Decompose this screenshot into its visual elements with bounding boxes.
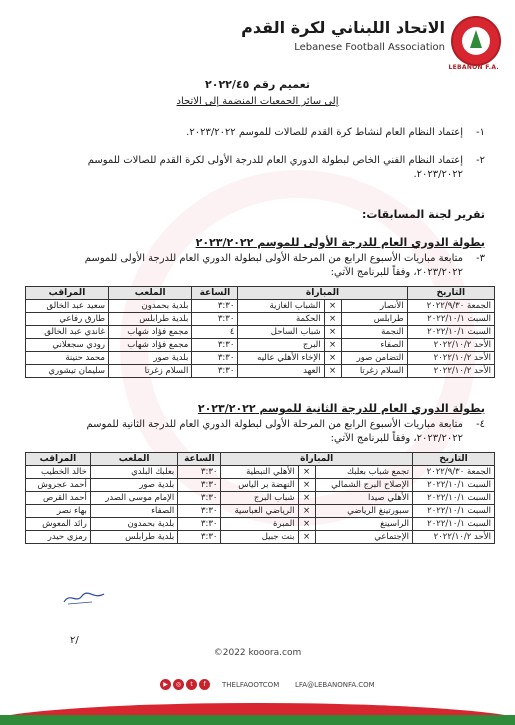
column-header: المباراة — [221, 453, 412, 466]
table-cell: ٣:٣٠ — [178, 531, 221, 544]
league1-intro — [45, 252, 485, 280]
table-cell: الأنصار — [341, 300, 407, 313]
table-row — [26, 365, 495, 378]
table-cell: بعلبك البلدي — [90, 466, 177, 479]
item-number: ٤- — [476, 419, 485, 430]
table-cell: ٣:٣٠ — [192, 352, 238, 365]
table-row — [26, 352, 495, 365]
table-cell: السبت ٢٠٢٢/١٠/١ — [412, 479, 494, 492]
table-row — [26, 339, 495, 352]
table-row — [26, 300, 495, 313]
table-cell: السلام زغرتا — [108, 365, 191, 378]
circular-recipients: إلى سائر الجمعيات المنضمة إلى الاتحاد — [176, 96, 339, 107]
item-number: ٣- — [476, 253, 485, 264]
column-header: المباراة — [238, 287, 407, 300]
table-cell: أحمد عجروش — [26, 479, 91, 492]
table-cell: بهاء نصر — [26, 505, 91, 518]
column-header: الملعب — [108, 287, 191, 300]
table-cell: الأحد ٢٠٢٢/١٠/٢ — [412, 531, 494, 544]
footer-handle[interactable]: THELFAOOTCOM — [222, 681, 280, 689]
table-cell: السبت ٢٠٢٢/١٠/١ — [412, 505, 494, 518]
table-cell: سعيد عبد الخالق — [26, 300, 109, 313]
table-cell: الصفاء — [90, 505, 177, 518]
table-cell: رمزي حيدر — [26, 531, 91, 544]
league1-fixtures-table — [25, 286, 495, 378]
table-cell: الأحد ٢٠٢٢/١٠/٢ — [407, 365, 494, 378]
table-cell: × — [298, 531, 315, 544]
table-cell: بلدية بحمدون — [90, 518, 177, 531]
social-icons — [160, 679, 212, 690]
table-cell: سليمان تيشوري — [26, 365, 109, 378]
table-cell: الإجتماعي — [315, 531, 412, 544]
table-cell: خالد الخطيب — [26, 466, 91, 479]
table-row — [26, 531, 495, 544]
bottom-decoration — [0, 695, 515, 725]
table-cell: × — [324, 339, 341, 352]
table-cell: المبرة — [221, 518, 298, 531]
table-cell: رائد المعوش — [26, 518, 91, 531]
circular-title: تعميم رقم ٢٠٢٢/٤٥ — [205, 78, 310, 91]
league2-fixtures-table — [25, 452, 495, 544]
table-cell: شباب الساحل — [238, 326, 324, 339]
table-cell: الأحد ٢٠٢٢/١٠/٢ — [407, 339, 494, 352]
report-title: تقرير لجنة المسابقات: — [362, 208, 485, 221]
table-cell: ٤ — [192, 326, 238, 339]
item-number: ١- — [476, 127, 485, 138]
item-text: متابعة مباريات الأسبوع الرابع من المرحلة الأولى لبطولة الدوري العام للدرجة الثانية للموسم ٢٠٢٣/٢٠٢٢، وفقاً للبرنامج الآتي: — [86, 419, 463, 444]
table-cell: سبورتينغ الرياضي — [315, 505, 412, 518]
item-text: متابعة مباريات الأسبوع الرابع من المرحلة الأولى لبطولة الدوري العام للدرجة الأولى للموسم ٢٠٢٣/٢٠٢٢، وفقاً للبرنامج الآتي: — [84, 253, 463, 278]
list-item — [45, 154, 485, 182]
table-cell: × — [298, 479, 315, 492]
table-cell: ٣:٣٠ — [192, 313, 238, 326]
table-cell: الإمام موسى الصدر — [90, 492, 177, 505]
letterhead — [14, 14, 501, 70]
table-cell: النهضة بر الياس — [221, 479, 298, 492]
org-name-arabic: الاتحاد اللبناني لكرة القدم — [241, 18, 445, 37]
league2-title: بطولة الدوري العام للدرجة الثانية للموسم ٢٠٢٣/٢٠٢٢ — [197, 402, 485, 415]
item-text: إعتماد النظام الفني الخاص لبطولة الدوري العام للدرجة الأولى لكرة القدم للصالات للموسم ٢٠٢٣/٢٠٢٢. — [87, 155, 463, 180]
table-cell: الحكمة — [238, 313, 324, 326]
table-header-row — [26, 287, 495, 300]
table-cell: العهد — [238, 365, 324, 378]
item-number: ٢- — [476, 155, 485, 166]
table-cell: غاندي عبد الخالق — [26, 326, 109, 339]
table-cell: التضامن صور — [341, 352, 407, 365]
column-header: الساعة — [178, 453, 221, 466]
table-cell: بنت جبيل — [221, 531, 298, 544]
league2-intro — [45, 418, 485, 446]
table-cell: الإخاء الأهلي عاليه — [238, 352, 324, 365]
table-cell: ٣:٣٠ — [192, 339, 238, 352]
table-cell: بلدية طرابلس — [90, 531, 177, 544]
table-cell: النجمة — [341, 326, 407, 339]
table-row — [26, 505, 495, 518]
table-cell: × — [324, 365, 341, 378]
table-cell: السبت ٢٠٢٢/١٠/١ — [412, 492, 494, 505]
copyright-text: ©2022 kooora.com — [213, 648, 302, 658]
table-cell: السبت ٢٠٢٢/١٠/١ — [407, 326, 494, 339]
table-cell: ٣:٣٠ — [192, 300, 238, 313]
table-cell: البرج — [238, 339, 324, 352]
league1-title: بطولة الدوري العام للدرجة الأولى للموسم ٢٠٢٣/٢٠٢٢ — [195, 236, 485, 249]
table-cell: ٣:٣٠ — [178, 505, 221, 518]
table-cell: × — [324, 300, 341, 313]
table-cell: الرياضي العباسية — [221, 505, 298, 518]
table-cell: الراسينغ — [315, 518, 412, 531]
table-header-row — [26, 453, 495, 466]
table-cell: ٣:٣٠ — [192, 365, 238, 378]
table-cell: × — [298, 505, 315, 518]
table-row — [26, 326, 495, 339]
table-cell: بلدية بحمدون — [108, 300, 191, 313]
table-cell: ٣:٣٠ — [178, 492, 221, 505]
table-cell: × — [298, 492, 315, 505]
table-cell: طارق رفاعي — [26, 313, 109, 326]
column-header: التاريخ — [407, 287, 494, 300]
table-cell: تجمع شباب بعلبك — [315, 466, 412, 479]
table-cell: × — [298, 466, 315, 479]
table-row — [26, 466, 495, 479]
table-cell: مجمع فؤاد شهاب — [108, 326, 191, 339]
facebook-icon[interactable]: f — [199, 679, 210, 690]
table-row — [26, 518, 495, 531]
table-cell: الأهلي صيدا — [315, 492, 412, 505]
logo-caption: LEBANON F.A. — [448, 64, 499, 71]
table-row — [26, 492, 495, 505]
table-cell: ٣:٣٠ — [178, 466, 221, 479]
table-cell: الأهلي النبطية — [221, 466, 298, 479]
column-header: الملعب — [90, 453, 177, 466]
table-cell: × — [324, 352, 341, 365]
table-cell: رودي سجعلاني — [26, 339, 109, 352]
table-cell: شباب البرج — [221, 492, 298, 505]
list-item — [45, 126, 485, 140]
footer-email[interactable]: LFA@LEBANONFA.COM — [295, 681, 375, 689]
table-cell: السبت ٢٠٢٢/١٠/١ — [407, 313, 494, 326]
youtube-icon[interactable]: ▶ — [160, 679, 171, 690]
table-cell: الأحد ٢٠٢٢/١٠/٢ — [407, 352, 494, 365]
table-cell: × — [324, 313, 341, 326]
table-cell: السبت ٢٠٢٢/١٠/١ — [412, 518, 494, 531]
table-cell: الصفاء — [341, 339, 407, 352]
column-header: المراقب — [26, 287, 109, 300]
table-row — [26, 313, 495, 326]
lfa-logo-icon — [451, 16, 501, 66]
table-cell: أحمد القرص — [26, 492, 91, 505]
table-cell: الجمعة ٢٠٢٢/٩/٣٠ — [407, 300, 494, 313]
page-number: ٢/ — [70, 635, 79, 646]
twitter-icon[interactable]: t — [186, 679, 197, 690]
table-cell: الإصلاح البرج الشمالي — [315, 479, 412, 492]
footer — [0, 676, 515, 694]
table-cell: السلام زغرتا — [341, 365, 407, 378]
table-cell: طرابلس — [341, 313, 407, 326]
org-name-english: Lebanese Football Association — [294, 42, 445, 53]
table-cell: بلدية طرابلس — [108, 313, 191, 326]
column-header: الساعة — [192, 287, 238, 300]
table-cell: بلدية صور — [108, 352, 191, 365]
table-cell: الجمعة ٢٠٢٢/٩/٣٠ — [412, 466, 494, 479]
table-cell: × — [324, 326, 341, 339]
table-cell: محمد حنينة — [26, 352, 109, 365]
table-cell: بلدية صور — [90, 479, 177, 492]
item-text: إعتماد النظام العام لنشاط كرة القدم للصالات للموسم ٢٠٢٣/٢٠٢٢. — [186, 127, 463, 138]
table-cell: مجمع فؤاد شهاب — [108, 339, 191, 352]
table-cell: × — [298, 518, 315, 531]
instagram-icon[interactable]: ◎ — [173, 679, 184, 690]
table-cell: الشباب الغازية — [238, 300, 324, 313]
table-cell: ٣:٣٠ — [178, 479, 221, 492]
column-header: المراقب — [26, 453, 91, 466]
table-cell: ٣:٣٠ — [178, 518, 221, 531]
table-row — [26, 479, 495, 492]
signature-image — [62, 590, 106, 606]
column-header: التاريخ — [412, 453, 494, 466]
